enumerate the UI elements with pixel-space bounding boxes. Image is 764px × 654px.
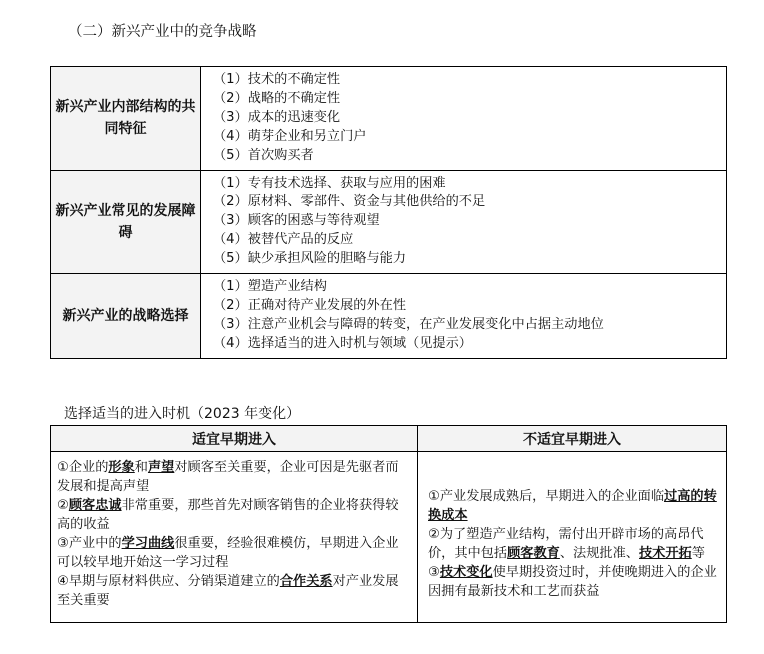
list-item: （5）首次购买者 (213, 147, 314, 163)
row-label: 新兴产业内部结构的共同特征 (51, 67, 201, 171)
row-content (201, 170, 727, 274)
list-item: （2）战略的不确定性 (213, 90, 341, 106)
list-item: （2）正确对待产业发展的外在性 (213, 297, 407, 313)
table-row (51, 67, 727, 171)
entry-timing-table (50, 425, 727, 623)
section-heading: （二）新兴产业中的竞争战略 (68, 24, 257, 40)
column-header-suitable: 适宜早期进入 (51, 426, 418, 452)
entry-timing-subheading: 选择适当的进入时机（2023 年变化） (64, 406, 301, 422)
list-item: （2）原材料、零部件、资金与其他供给的不足 (213, 194, 486, 210)
header-row (51, 426, 727, 452)
list-item: （3）成本的迅速变化 (213, 109, 341, 125)
list-item: （1）专有技术选择、获取与应用的困难 (213, 175, 446, 191)
list-item: ②为了塑造产业结构，需付出开辟市场的高昂代价，其中包括顾客教育、法规批准、技术开拓等 (428, 527, 705, 561)
list-item: （3）顾客的困惑与等待观望 (213, 213, 380, 229)
list-item: （4）被替代产品的反应 (213, 232, 354, 248)
table-row (51, 274, 727, 359)
list-item: （5）缺少承担风险的胆略与能力 (213, 251, 407, 267)
characteristics-table (50, 66, 727, 359)
row-content (201, 67, 727, 171)
list-item: ③技术变化使早期投资过时，并使晚期进入的企业因拥有最新技术和工艺而获益 (428, 565, 717, 599)
row-label: 新兴产业的战略选择 (51, 274, 201, 359)
list-item: ④早期与原材料供应、分销渠道建立的合作关系对产业发展至关重要 (57, 574, 399, 608)
list-item: ①产业发展成熟后，早期进入的企业面临过高的转换成本 (428, 489, 717, 523)
list-item: （1）技术的不确定性 (213, 72, 341, 87)
unsuitable-cell (418, 452, 727, 623)
column-header-unsuitable: 不适宜早期进入 (418, 426, 727, 452)
list-item: ②顾客忠诚非常重要，那些首先对顾客销售的企业将获得较高的收益 (57, 498, 399, 532)
list-item: ①企业的形象和声望对顾客至关重要，企业可因是先驱者而发展和提高声望 (57, 460, 399, 494)
list-item: （4）萌芽企业和另立门户 (213, 128, 367, 144)
list-item: （3）注意产业机会与障碍的转变，在产业发展变化中占据主动地位 (213, 316, 604, 332)
suitable-cell (51, 452, 418, 623)
list-item: （4）选择适当的进入时机与领域（见提示） (213, 335, 472, 351)
table-row (51, 452, 727, 623)
list-item: ③产业中的学习曲线很重要，经验很难模仿，早期进入企业可以较早地开始这一学习过程 (57, 536, 399, 570)
row-content (201, 274, 727, 359)
table-row (51, 170, 727, 274)
row-label: 新兴产业常见的发展障碍 (51, 170, 201, 274)
list-item: （1）塑造产业结构 (213, 279, 327, 295)
